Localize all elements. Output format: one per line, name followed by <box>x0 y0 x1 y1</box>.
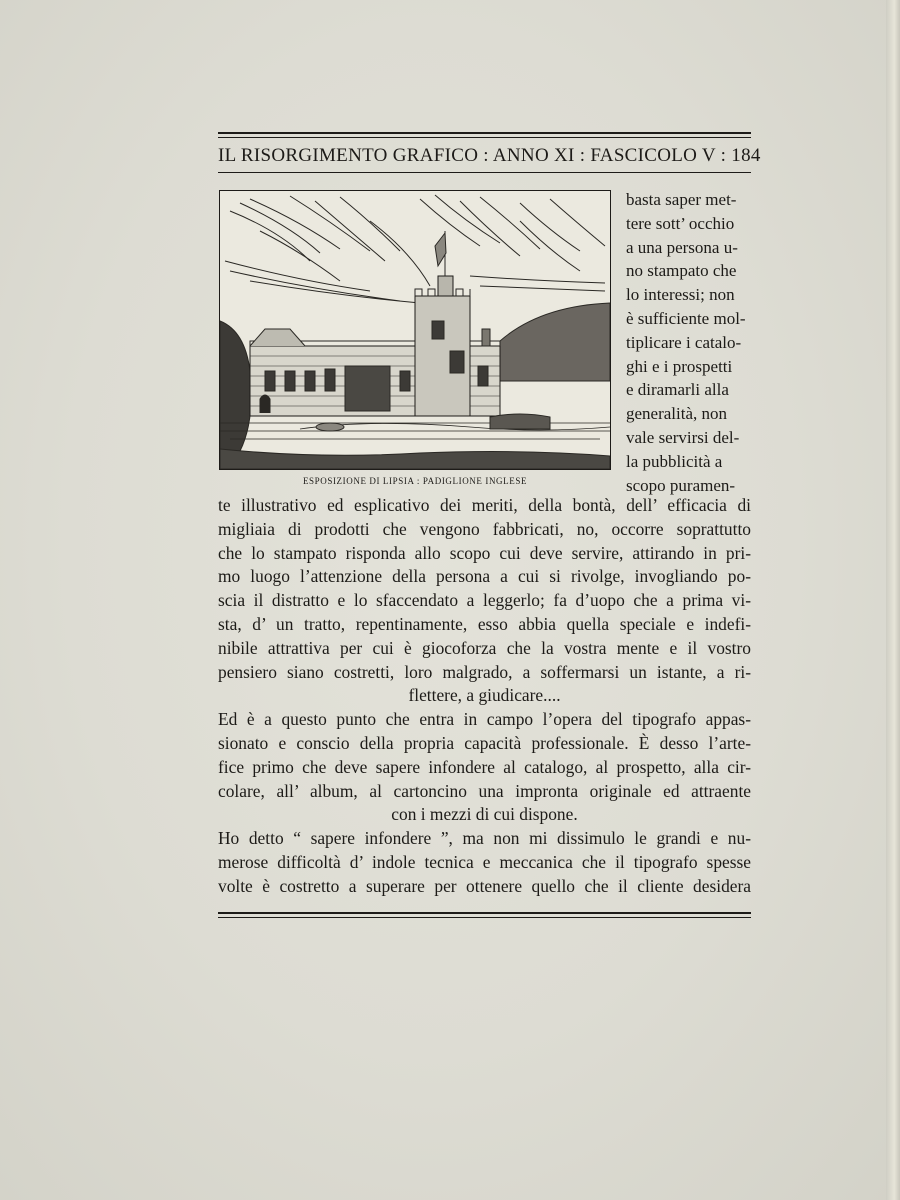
side-text-line: la pubblicità a <box>626 451 723 471</box>
side-text-line: ghi e i prospetti <box>626 356 733 376</box>
body-text-line: pensiero siano costretti, loro malgrado, a soffermarsi un istante, a ri- <box>218 661 751 682</box>
side-text-line: è sufficiente mol- <box>626 308 746 328</box>
body-text-line: migliaia di prodotti che vengono fabbricati, no, occorre soprattutto <box>218 518 751 539</box>
body-text-line: scia il distratto e lo sfaccendato a leggerlo; fa d’uopo che a prima vi- <box>218 590 751 611</box>
body-text <box>218 494 751 899</box>
side-text-line: a una persona u- <box>626 237 738 257</box>
body-text-line: sta, d’ un tratto, repentinamente, esso abbia quella speciale e indefi- <box>218 613 751 634</box>
body-text-line: mo luogo l’attenzione della persona a cui si rivolge, invogliando po- <box>218 566 751 587</box>
header-underline <box>218 172 751 173</box>
page-edge <box>886 0 900 1200</box>
bottom-double-rule <box>218 912 751 918</box>
body-text-line: con i mezzi di cui dispone. <box>391 804 578 825</box>
illustration-figure <box>219 190 611 470</box>
side-text-line: scopo puramen- <box>626 475 736 495</box>
body-text-line: che lo stampato risponda allo scopo cui deve servire, attirando in pri- <box>218 542 751 563</box>
body-text-line: flettere, a giudicare.... <box>408 685 561 706</box>
body-text-line: fice primo che deve sapere infondere al catalogo, al prospetto, alla cir- <box>218 756 751 777</box>
side-text-line: lo interessi; non <box>626 285 735 305</box>
running-header <box>218 145 761 167</box>
side-text-line: no stampato che <box>626 261 737 281</box>
side-text-line: generalità, non <box>626 404 728 424</box>
figure-caption: ESPOSIZIONE DI LIPSIA : PADIGLIONE INGLESE <box>302 476 528 486</box>
body-text-line: sionato e conscio della propria capacità professionale. È desso l’arte- <box>218 732 751 753</box>
running-header-text: IL RISORGIMENTO GRAFICO : ANNO XI : FASCICOLO V : 184 <box>218 145 761 166</box>
top-double-rule <box>218 132 751 138</box>
side-text-line: e diramarli alla <box>626 380 729 400</box>
side-text-column <box>626 188 756 497</box>
engraving-english-pavilion-illustration <box>220 191 610 469</box>
body-text-line: colare, all’ album, al cartoncino una impronta originale ed attraente <box>218 780 751 801</box>
side-text-line: vale servirsi del- <box>626 427 740 447</box>
body-text-line: te illustrativo ed esplicativo dei meriti, della bontà, dell’ efficacia di <box>218 495 751 515</box>
side-text-line: basta saper met- <box>626 190 737 209</box>
side-text-line: tiplicare i catalo- <box>626 332 742 352</box>
body-text-line: merose difficoltà d’ indole tecnica e meccanica che il tipografo spesse <box>218 851 751 872</box>
body-text-line: Ed è a questo punto che entra in campo l’opera del tipografo appas- <box>218 709 751 730</box>
side-text-line: tere sott’ occhio <box>626 213 735 233</box>
body-text-line: volte è costretto a superare per ottenere quello che il cliente desidera <box>218 875 751 896</box>
body-text-line: nibile attrattiva per cui è giocoforza che la vostra mente e il vostro <box>218 637 751 658</box>
body-text-line: Ho detto “ sapere infondere ”, ma non mi dissimulo le grandi e nu- <box>218 828 751 849</box>
